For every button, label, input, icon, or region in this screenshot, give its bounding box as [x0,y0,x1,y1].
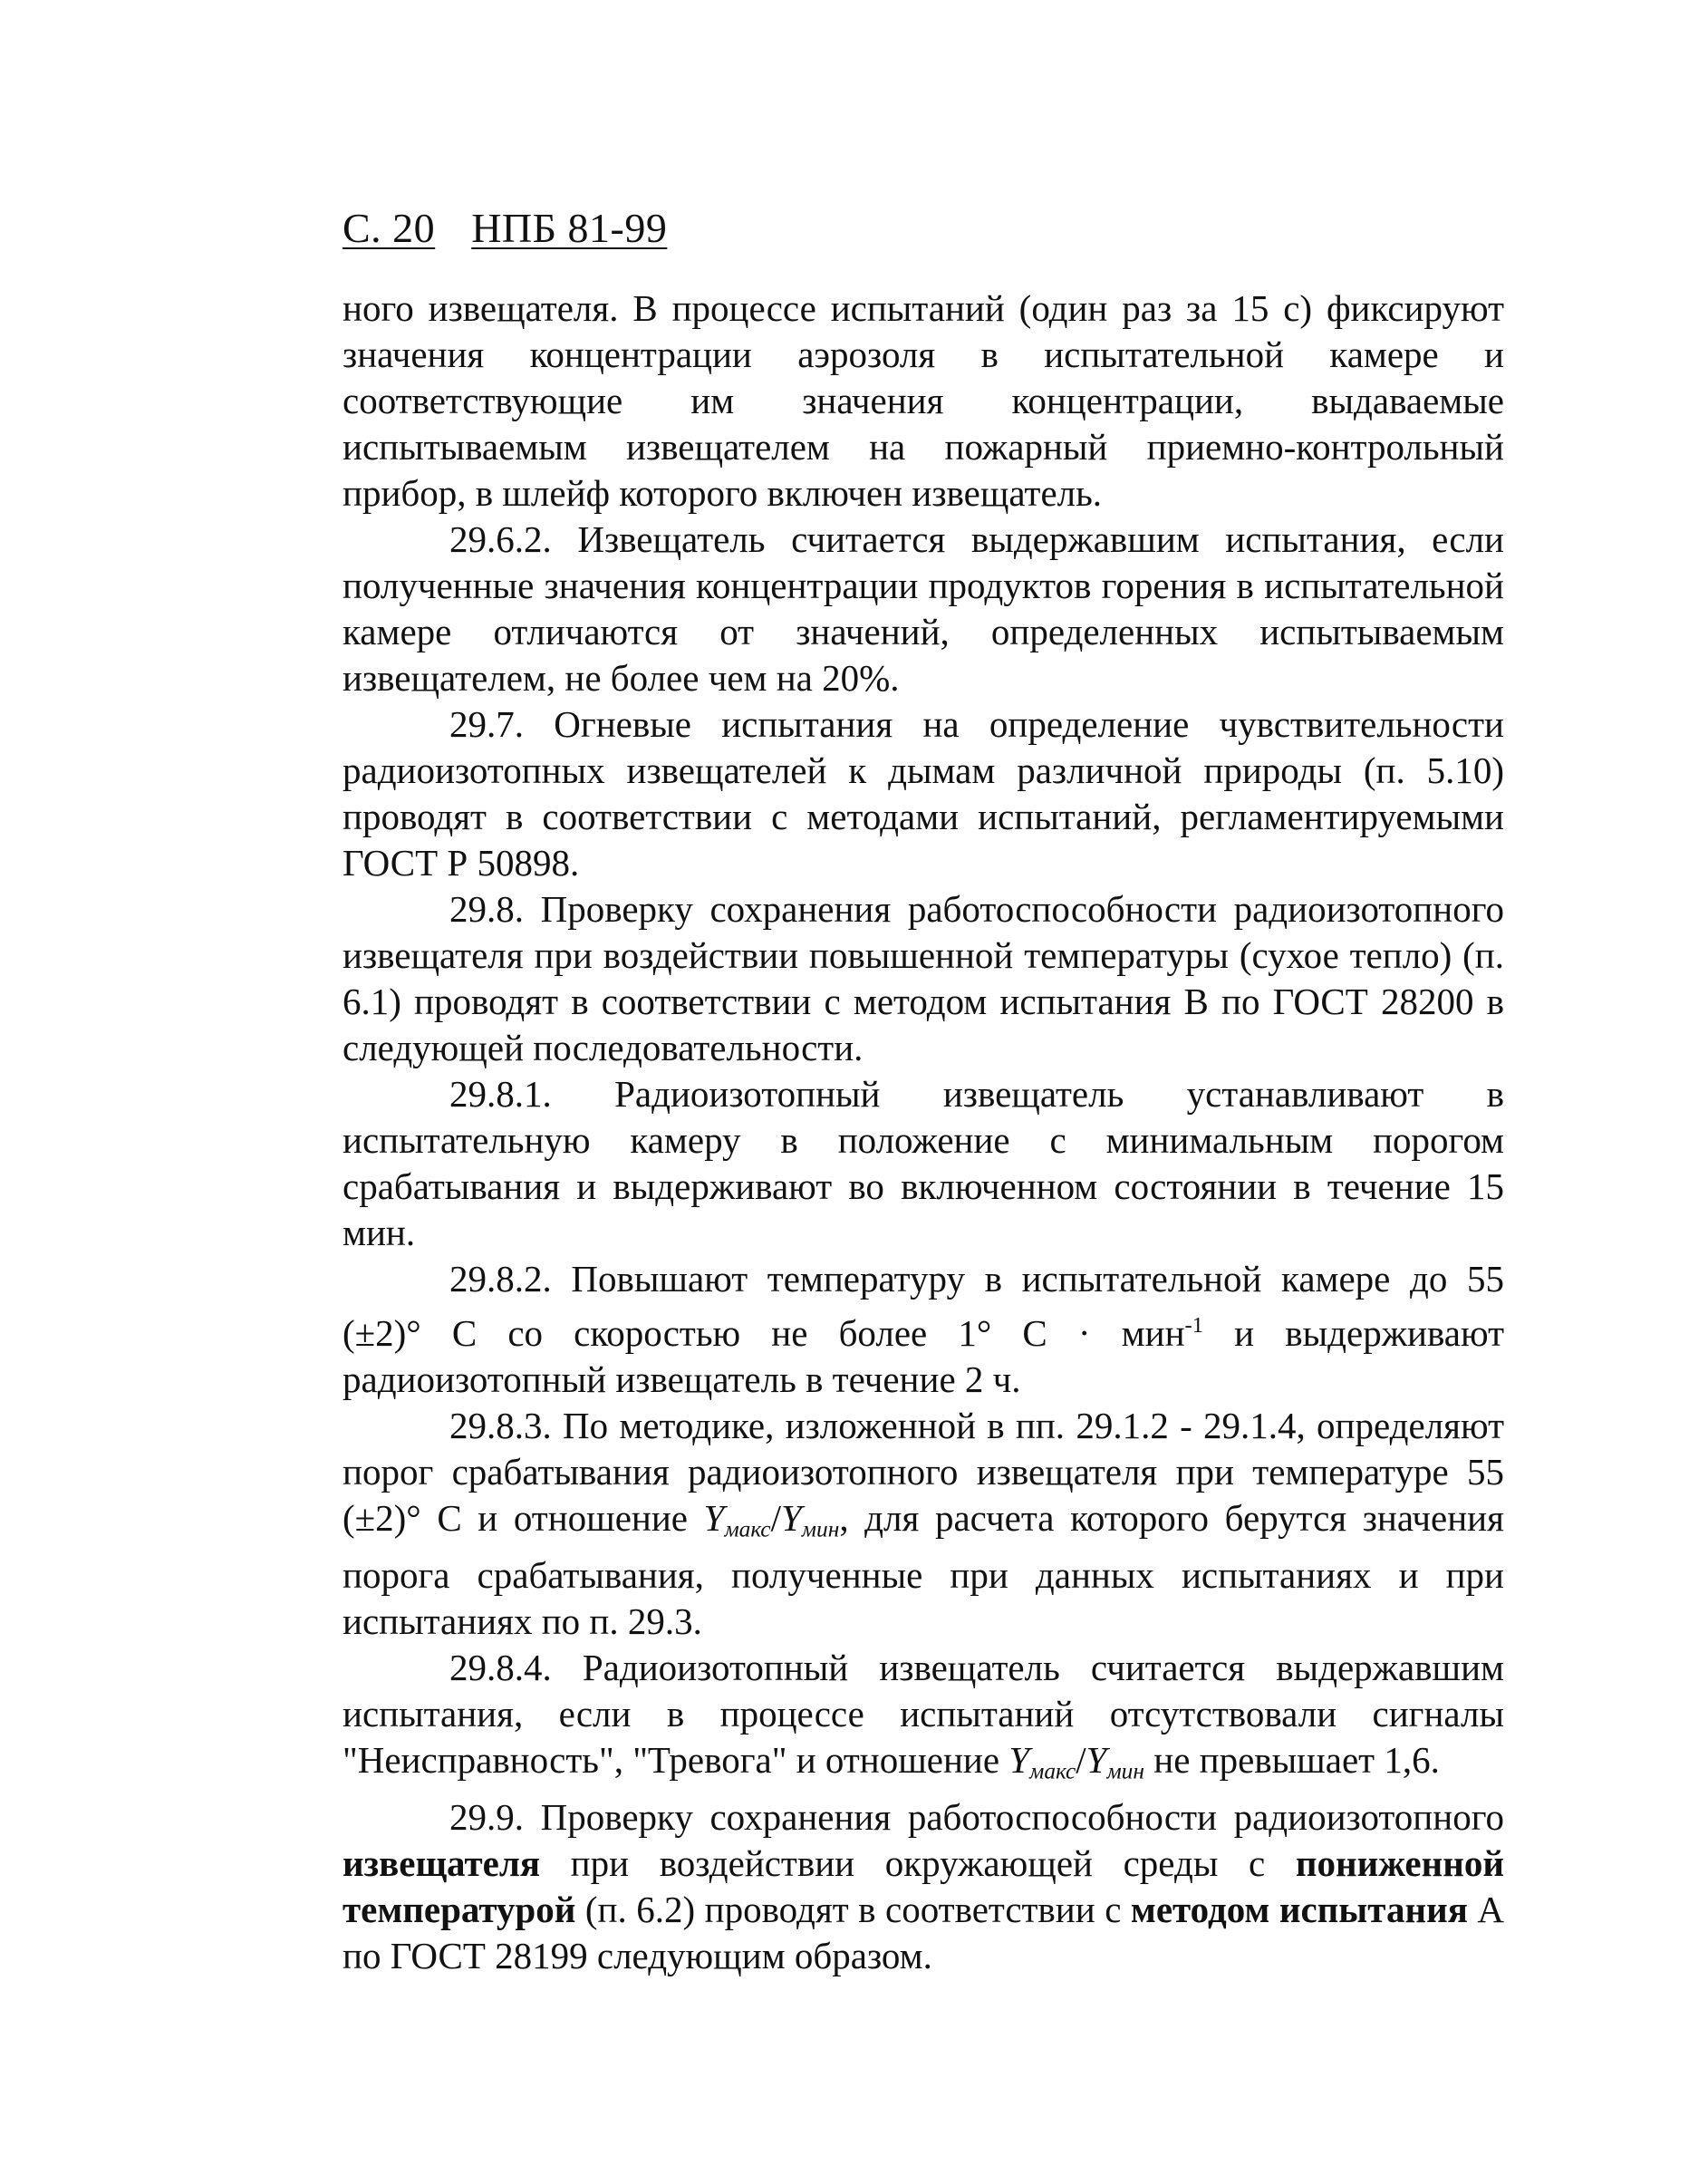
paragraph-text: 29.8.4. Радиоизотопный извещатель считается выдержавшим испытания, если в процессе испытаний отсутствовали сигналы "Неисправность", "Тревога" и отношение [343,1647,1504,1782]
paragraph-29-7: 29.7. Огневые испытания на определение чувствительности радиоизотопных извещателей к дымам различной природы (п. 5.10) проводят в соответствии с методами испытаний, регламентируемыми ГОСТ Р 50898. [343,703,1504,884]
formula-slash: / [770,1496,781,1539]
body-text [343,285,1504,1979]
bold-text: извещателя [343,1842,541,1885]
paragraph-text: при воздействии окружающей среды с [540,1842,1296,1885]
paragraph-text: 29.9. Проверку сохранения работоспособности радиоизотопного [449,1796,1504,1839]
paragraph-text: (п. 6.2) проводят в соответствии с [575,1889,1131,1931]
bold-text: пониженной температурой [343,1842,1504,1931]
bold-text: методом испытания [1130,1889,1468,1931]
paragraph-29-8-2 [343,1256,1504,1403]
superscript-exponent: -1 [1184,1313,1204,1338]
paragraph-text: 29.8.2. Повышают температуру в испытательной камере до 55 (±2)° С со скоростью не более 1° С · мин [343,1258,1504,1354]
paragraph-29-8-1: 29.8.1. Радиоизотопный извещатель устанавливают в испытательную камеру в положение с минимальным порогом срабатывания и выдерживают во включенном состоянии в течение 15 мин. [343,1073,1504,1253]
paragraph-text: и выдерживают радиоизотопный извещатель в течение 2 ч. [343,1311,1504,1400]
formula-subscript-min: мин [1106,1758,1144,1784]
paragraph-29-8-3 [343,1403,1504,1645]
paragraph-text: 29.8.3. По методике, изложенной в пп. 29.1.2 - 29.1.4, определяют порог срабатывания радиоизотопного извещателя при температуре 55 (±2)° С и отношение [343,1404,1504,1539]
formula-y-min: Y [780,1496,802,1539]
formula-subscript-min: мин [801,1516,840,1542]
document-code: НПБ 81-99 [471,205,668,251]
paragraph-text: А по ГОСТ 28199 следующим образом. [343,1889,1504,1977]
page-header [343,201,667,256]
paragraph-text: , для расчета которого берутся значения порога срабатывания, полученные при данных испытаниях и при испытаниях по п. 29.3. [343,1496,1504,1643]
formula-y-min: Y [1086,1739,1107,1782]
paragraph-29-6-2: 29.6.2. Извещатель считается выдержавшим испытания, если полученные значения концентрации продуктов горения в испытательной камере отличаются от значений, определенных испытываемым извещателем, не более чем на 20%. [343,518,1504,699]
paragraph-29-9 [343,1794,1504,1979]
formula-subscript-max: макс [1029,1758,1076,1784]
formula-subscript-max: макс [724,1516,771,1542]
formula-y-max: Y [1008,1739,1030,1782]
paragraph-continuation: ного извещателя. В процессе испытаний (один раз за 15 с) фиксируют значения концентрации аэрозоля в испытательной камере и соответствующие им значения концентрации, выдаваемые испытываемым извещателем на пожарный приемно-контрольный прибор, в шлейф которого включен извещатель. [343,287,1504,514]
formula-slash: / [1076,1739,1086,1782]
page-number-label: С. 20 [343,205,436,251]
paragraph-text: не превышает 1,6. [1144,1739,1440,1782]
paragraph-29-8: 29.8. Проверку сохранения работоспособности радиоизотопного извещателя при воздействии повышенной температуры (сухое тепло) (п. 6.1) проводят в соответствии с методом испытания В по ГОСТ 28200 в следующей последовательности. [343,888,1504,1068]
paragraph-29-8-4 [343,1645,1504,1794]
formula-y-max: Y [703,1496,725,1539]
